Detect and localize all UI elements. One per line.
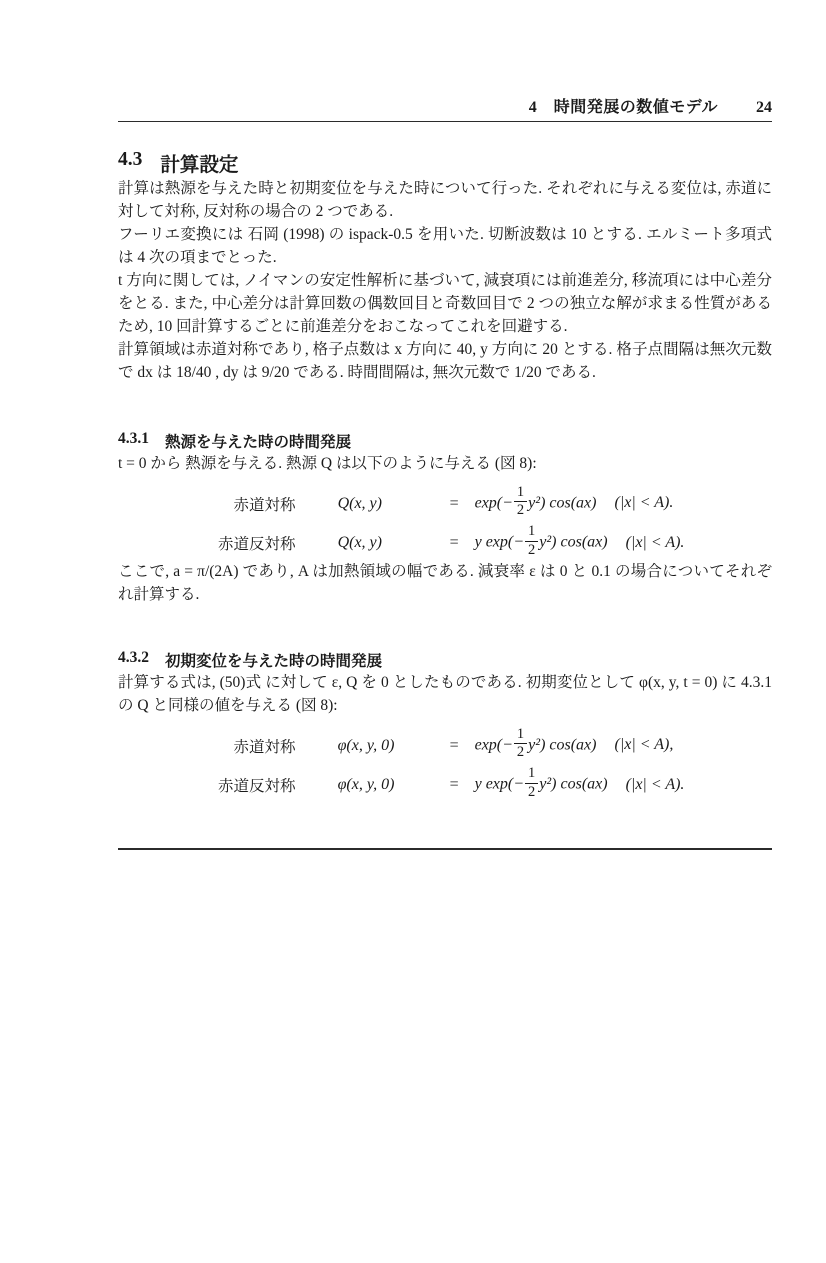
section-number: 4.3 xyxy=(118,149,143,170)
fraction-denominator: 2 xyxy=(528,783,536,800)
running-head-section-title: 4 時間発展の数値モデル xyxy=(528,99,718,116)
equation-equals-sign: = xyxy=(449,494,459,512)
equation-rhs-suffix: y²) cos(ax) xyxy=(539,775,608,793)
fraction-numerator: 1 xyxy=(528,523,536,540)
equation-rhs xyxy=(474,725,685,762)
paragraph-fourier-transform: フーリエ変換には 石岡 (1998) の ispack-0.5 を用いた. 切断波数は 10 とする. エルミート多項式は 4 次の項までとった. xyxy=(118,226,772,266)
equation-rhs xyxy=(474,484,685,520)
section-heading xyxy=(118,149,772,177)
equation-block-initial-displacement xyxy=(206,725,685,802)
subsection-title: 熱源を与えた時の時間発展 xyxy=(165,434,352,451)
equation-rhs-suffix: y²) cos(ax) xyxy=(528,736,597,754)
equation-condition: (|x| < A), xyxy=(614,736,674,754)
subsection-heading-431 xyxy=(118,430,772,452)
equation-rhs-suffix: y²) cos(ax) xyxy=(539,533,608,551)
equation-rhs-prefix: exp(− xyxy=(474,736,513,754)
fraction-numerator: 1 xyxy=(516,725,525,742)
equation-block-heat-source xyxy=(206,484,685,560)
equation-label: 赤道対称 xyxy=(233,738,296,756)
paragraph-time-differencing: t 方向に関しては, ノイマンの安定性解析に基づいて, 減衰項には前進差分, 移流項には中心差分をとる. また, 中心差分は計算回数の偶数回目と奇数回目で 2 つの独立な解が求まる性質があるため, 10 回計算するごとに前進差分をおこなってこれを回避する. xyxy=(118,272,772,335)
equation-label: 赤道反対称 xyxy=(218,778,296,796)
running-head xyxy=(118,94,772,122)
equation-rhs-prefix: exp(− xyxy=(474,494,513,512)
document-page xyxy=(0,94,826,1263)
fraction-numerator: 1 xyxy=(528,765,536,782)
footer-rule xyxy=(118,848,772,850)
fraction-numerator: 1 xyxy=(516,484,525,500)
equation-rhs-prefix: y exp(− xyxy=(474,533,525,551)
paragraph-initial-displacement-intro: 計算する式は, (50)式 に対して ε, Q を 0 としたものである. 初期変位として φ(x, y, t = 0) に 4.3.1 の Q と同様の値を与える (図 8): xyxy=(118,673,772,714)
equation-equals-sign: = xyxy=(449,534,459,552)
fraction xyxy=(525,766,538,799)
equation-lhs: φ(x, y, 0) xyxy=(337,776,395,794)
equation-lhs: Q(x, y) xyxy=(337,494,382,512)
page-number: 24 xyxy=(756,99,772,116)
equation-lhs: Q(x, y) xyxy=(337,534,382,552)
subsection-heading-432 xyxy=(118,649,772,671)
paragraph-grid-settings: 計算領域は赤道対称であり, 格子点数は x 方向に 40, y 方向に 20 とする. 格子点間隔は無次元数で dx は 18/40 , dy は 9/20 である. 時間間隔は, 無次元数で 1/20 である. xyxy=(118,341,772,381)
equation-condition: (|x| < A). xyxy=(625,775,685,793)
fraction xyxy=(514,727,527,760)
equation-label: 赤道対称 xyxy=(233,496,296,514)
fraction xyxy=(525,524,538,557)
equation-lhs: φ(x, y, 0) xyxy=(337,736,395,754)
fraction-denominator: 2 xyxy=(516,502,525,519)
equation-rhs-prefix: y exp(− xyxy=(474,775,525,793)
equation-rhs-suffix: y²) cos(ax) xyxy=(528,494,597,512)
paragraph-heat-source-note: ここで, a = π/(2A) であり, A は加熱領域の幅である. 減衰率 ε は 0 と 0.1 の場合についてそれぞれ計算する. xyxy=(118,562,772,603)
equation-condition: (|x| < A). xyxy=(614,494,674,512)
fraction-denominator: 2 xyxy=(516,744,525,761)
subsection-title: 初期変位を与えた時の時間発展 xyxy=(165,652,383,670)
equation-equals-sign: = xyxy=(449,776,459,794)
fraction xyxy=(514,485,527,518)
equation-label: 赤道反対称 xyxy=(218,536,296,554)
equation-rhs xyxy=(474,523,685,559)
equation-equals-sign: = xyxy=(449,736,459,754)
paragraph-heat-source-intro: t = 0 から 熱源を与える. 熱源 Q は以下のように与える (図 8): xyxy=(118,455,537,472)
section-title: 計算設定 xyxy=(160,155,239,176)
subsection-number: 4.3.1 xyxy=(118,430,149,447)
equation-condition: (|x| < A). xyxy=(625,533,685,551)
fraction-denominator: 2 xyxy=(528,541,536,558)
subsection-number: 4.3.2 xyxy=(118,648,149,666)
paragraph-calculation-overview: 計算は熱源を与えた時と初期変位を与えた時について行った. それぞれに与える変位は, 赤道に対して対称, 反対称の場合の 2 つである. xyxy=(118,180,772,220)
equation-rhs xyxy=(474,765,685,801)
